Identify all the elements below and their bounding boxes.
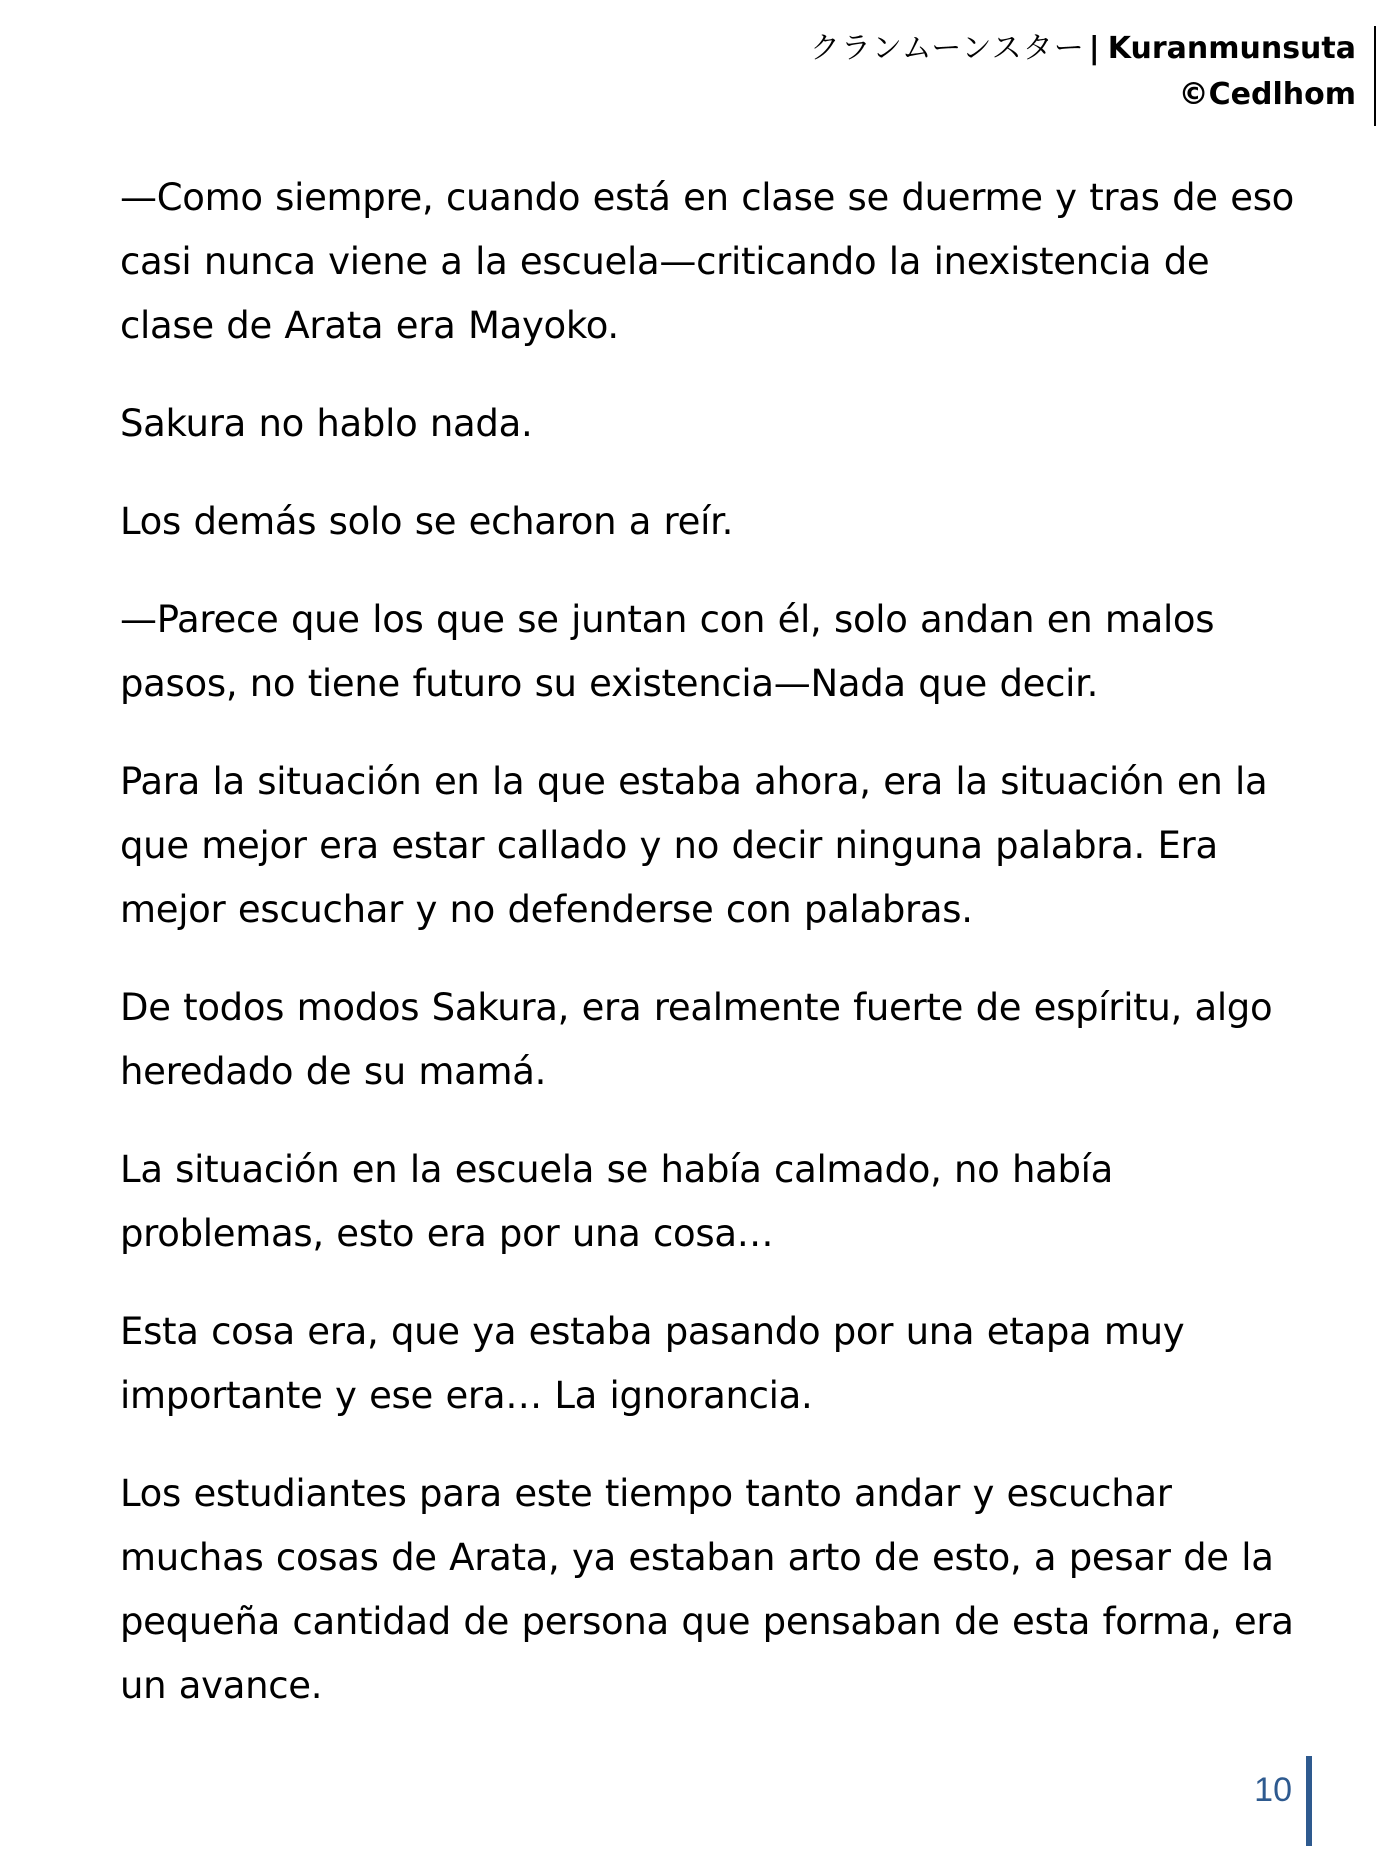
page-number-rule (1306, 1756, 1312, 1846)
paragraph-8: Esta cosa era, que ya estaba pasando por una etapa muy importante y ese era… La ignorancia. (120, 1310, 1185, 1417)
header-copyright: ©Cedlhom (1178, 77, 1356, 112)
page-footer (1254, 1756, 1312, 1846)
header-title-japanese: クランムーンスター (809, 31, 1085, 66)
paragraph-4: —Parece que los que se juntan con él, solo andan en malos pasos, no tiene futuro su existencia—Nada que decir. (120, 598, 1215, 705)
paragraph-6: De todos modos Sakura, era realmente fuerte de espíritu, algo heredado de su mamá. (120, 986, 1273, 1093)
header-title-romaji: Kuranmunsuta (1107, 31, 1356, 66)
paragraph-7: La situación en la escuela se había calmado, no había problemas, esto era por una cosa… (120, 1148, 1114, 1255)
header-separator: | (1088, 31, 1100, 66)
document-body (120, 166, 1310, 1752)
header-title-line (810, 26, 1356, 72)
page-header (810, 26, 1376, 126)
paragraph-9: Los estudiantes para este tiempo tanto andar y escuchar muchas cosas de Arata, ya estaban arto de esto, a pesar de la pequeña cantidad de persona que pensaban de esta forma, era un avance. (120, 1472, 1294, 1707)
paragraph-5: Para la situación en la que estaba ahora, era la situación en la que mejor era estar callado y no decir ninguna palabra. Era mejor escuchar y no defenderse con palabras. (120, 760, 1268, 931)
paragraph-2: Sakura no hablo nada. (120, 402, 533, 445)
page-number: 10 (1254, 1771, 1292, 1809)
paragraph-3: Los demás solo se echaron a reír. (120, 500, 734, 543)
paragraph-1: —Como siempre, cuando está en clase se duerme y tras de eso casi nunca viene a la escuela—criticando la inexistencia de clase de Arata era Mayoko. (120, 176, 1295, 347)
